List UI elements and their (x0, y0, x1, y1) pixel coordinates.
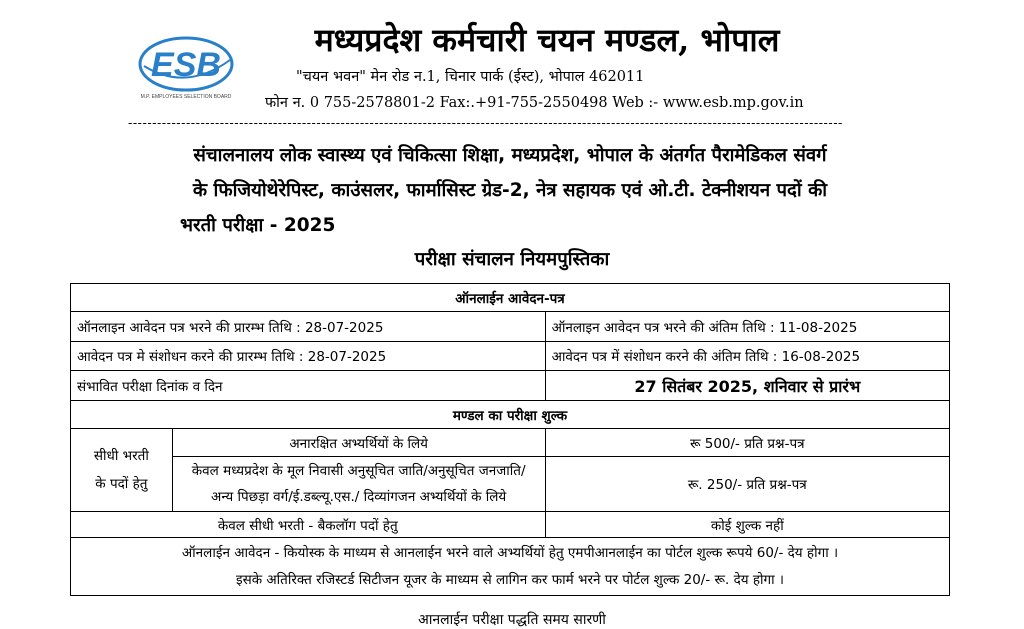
next-section-title: आनलाईन परीक्षा पद्धति समय सारणी (418, 612, 606, 628)
reserved-category-line-1: केवल मध्यप्रदेश के मूल निवासी अनुसूचित जाति/अनुसूचित जनजाति/ (191, 463, 526, 479)
table-row (71, 312, 950, 342)
heading-line-1: संचालनालय लोक स्वास्थ्य एवं चिकित्सा शिक्षा, मध्यप्रदेश, भोपाल के अंतर्गत पैरामेडिकल संवर्ग (193, 145, 827, 166)
document-heading (70, 138, 950, 243)
document-subtitle: परीक्षा संचालन नियमपुस्तिका (414, 249, 610, 270)
table-row (71, 401, 950, 429)
unreserved-fee: रू 500/- प्रति प्रश्न-पत्र (545, 429, 949, 457)
org-contact: फोन न. 0 755-2578801-2 Fax:.+91-755-2550498 Web :- www.esb.mp.gov.in (265, 95, 804, 111)
portal-fee-note-2: इसके अतिरिक्त रजिस्टर्ड सिटीजन यूजर के माध्यम से लागिन कर फार्म भरने पर पोर्टल शुल्क 20/- रू. देय होगा । (235, 571, 785, 588)
correction-end-date: आवेदन पत्र में संशोधन करने की अंतिम तिथि : 16-08-2025 (545, 342, 949, 371)
portal-fee-note-1: ऑनलाईन आवेदन - कियोस्क के माध्यम से आनलाईन भरने वाले अभ्यर्थियों हेतु एमपीआनलाईन का पोर्टल शुल्क रूपये 60/- देय होगा । (181, 544, 839, 561)
correction-start-date: आवेदन पत्र मे संशोधन करने की प्रारम्भ तिथि : 28-07-2025 (71, 342, 546, 371)
direct-recruitment-label (71, 429, 173, 512)
direct-recruitment-label-1: सीधी भरती (93, 448, 149, 464)
backlog-fee: कोई शुल्क नहीं (545, 512, 949, 538)
schedule-fee-table (70, 283, 950, 596)
table-row (71, 457, 950, 512)
separator-line: ---------------------------------------------------------------------------------------------------------------------------------------------------- (128, 116, 843, 130)
table-row (71, 429, 950, 457)
direct-recruitment-label-2: के पदों हेतु (95, 476, 148, 492)
portal-fee-note (71, 538, 950, 596)
logo-subtext: M.P. EMPLOYEES SELECTION BOARD (140, 94, 232, 100)
table-row (71, 342, 950, 371)
heading-line-3: भरती परीक्षा - 2025 (180, 215, 336, 236)
unreserved-category: अनारक्षित अभ्यर्थियों के लिये (172, 429, 545, 457)
org-title: मध्यप्रदेश कर्मचारी चयन मण्डल, भोपाल (314, 21, 780, 59)
exam-date-label: संभावित परीक्षा दिनांक व दिन (71, 371, 546, 401)
reserved-fee: रू. 250/- प्रति प्रश्न-पत्र (545, 457, 949, 512)
section-exam-fee: मण्डल का परीक्षा शुल्क (71, 401, 950, 429)
table-row (71, 371, 950, 401)
application-end-date: ऑनलाइन आवेदन पत्र भरने की अंतिम तिथि : 11-08-2025 (545, 312, 949, 342)
heading-line-2: के फिजियोथेरेपिस्ट, काउंसलर, फार्मासिस्ट ग्रेड-2, नेत्र सहायक एवं ओ.टी. टेक्नीशयन पदों की (192, 180, 828, 201)
org-address: "चयन भवन" मेन रोड न.1, चिनार पार्क (ईस्ट), भोपाल 462011 (296, 69, 645, 85)
table-row (71, 512, 950, 538)
backlog-category: केवल सीधी भरती - बैकलॉग पदों हेतु (71, 512, 546, 538)
section-online-application: ऑनलाईन आवेदन-पत्र (71, 284, 950, 312)
table-row (71, 538, 950, 596)
application-start-date: ऑनलाइन आवेदन पत्र भरने की प्रारम्भ तिथि : 28-07-2025 (71, 312, 546, 342)
logo-text: ESB (151, 46, 221, 84)
exam-date-value: 27 सितंबर 2025, शनिवार से प्रारंभ (545, 371, 949, 401)
reserved-category (172, 457, 545, 512)
reserved-category-line-2: अन्य पिछड़ा वर्ग/ई.डब्ल्यू.एस./ दिव्यांगजन अभ्यर्थियों के लिये (211, 489, 507, 505)
table-row (71, 284, 950, 312)
